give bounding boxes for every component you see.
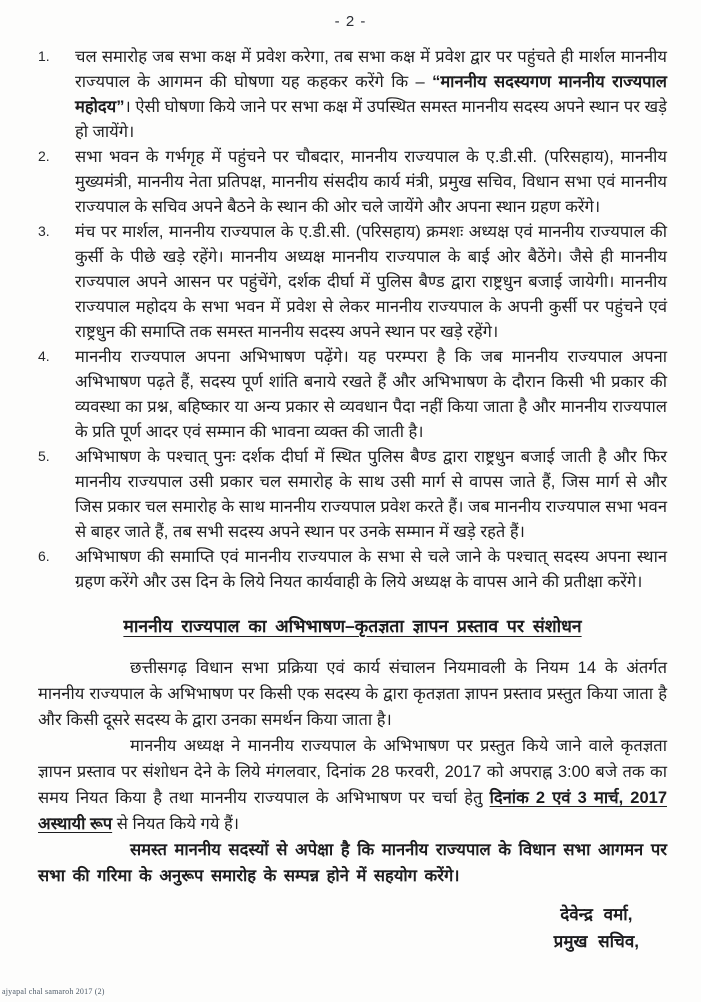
page-number: - 2 - [334, 13, 367, 30]
paragraph-2-text-start: माननीय अध्यक्ष ने माननीय राज्यपाल के अभिभाषण पर प्रस्तुत किये जाने वाले कृतज्ञता ज्ञापन प्रस्ताव पर संशोधन देने के लिये मंगलवार, दिनांक 28 फरवरी, 2017 को अपराह्न 3:00 बजे तक का समय नियत किया है तथा माननीय राज्यपाल के अभिभाषण पर चर्चा हेतु [38, 737, 667, 807]
signature-name: देवेन्द्र वर्मा, [560, 905, 633, 924]
item-1-text [75, 45, 667, 145]
list-item-5 [38, 445, 667, 545]
list-item-2 [38, 145, 667, 220]
document-content [38, 45, 667, 955]
item-3-text: मंच पर मार्शल, माननीय राज्यपाल के ए.डी.सी. (परिसहाय) क्रमशः अध्यक्ष एवं माननीय राज्यपाल की कुर्सी के पीछे खड़े रहेंगे। माननीय अध्यक्ष माननीय राज्यपाल के बाई ओर बैठेंगे। जैसे ही माननीय राज्यपाल अपने आसन पर पहुंचेंगे, दर्शक दीर्घा में पुलिस बैण्ड द्वारा राष्ट्रधुन बजाई जायेगी। माननीय राज्यपाल महोदय के सभा भवन में प्रवेश से लेकर माननीय राज्यपाल के अपनी कुर्सी पर पहुंचने एवं राष्ट्रधुन की समाप्ति तक समस्त माननीय सदस्य अपने स्थान पर खड़े रहेंगे। [75, 223, 667, 341]
item-5-number: 5. [38, 448, 50, 464]
item-3-number: 3. [38, 223, 50, 239]
section-heading: माननीय राज्यपाल का अभिभाषण–कृतज्ञता ज्ञापन प्रस्ताव पर संशोधन [123, 616, 582, 636]
item-5-text: अभिभाषण के पश्चात् पुनः दर्शक दीर्घा में स्थित पुलिस बैण्ड द्वारा राष्ट्रधुन बजाई जाती है और फिर माननीय राज्यपाल उसी प्रकार चल समारोह के साथ उसी मार्ग से वापस जाते हैं, जिस मार्ग से और जिस प्रकार चल समारोह के साथ माननीय राज्यपाल प्रवेश करते हैं। जब माननीय राज्यपाल सभा भवन से बाहर जाते हैं, तब सभी सदस्य अपने स्थान पर उनके सम्मान में खड़े रहते हैं। [75, 448, 667, 541]
item-6-number: 6. [38, 548, 50, 564]
list-item-1 [38, 45, 667, 145]
section-paragraph-2 [38, 733, 667, 837]
item-4-text: माननीय राज्यपाल अपना अभिभाषण पढ़ेंगे। यह परम्परा है कि जब माननीय राज्यपाल अपना अभिभाषण पढ़ते हैं, सदस्य पूर्ण शांति बनाये रखते हैं और अभिभाषण के दौरान किसी भी प्रकार की व्यवस्था का प्रश्न, बहिष्कार या अन्य प्रकार से व्यवधान पैदा नहीं किया जाता है और माननीय राज्यपाल के प्रति पूर्ण आदर एवं सम्मान की भावना व्यक्त की जाती है। [75, 348, 667, 441]
item-1-number: 1. [38, 48, 50, 64]
item-1-text-end: । ऐसी घोषणा किये जाने पर सभा कक्ष में उपस्थित समस्त माननीय सदस्य अपने स्थान पर खड़े हो जायेंगे। [75, 98, 667, 141]
section-paragraph-1: छत्तीसगढ़ विधान सभा प्रक्रिया एवं कार्य संचालन नियमावली के नियम 14 के अंतर्गत माननीय राज्यपाल के अभिभाषण पर किसी एक सदस्य के द्वारा कृतज्ञता ज्ञापन प्रस्ताव प्रस्तुत किया जाता है और किसी दूसरे सदस्य के द्वारा उनका समर्थन किया जाता है। [38, 659, 667, 729]
signature-title: प्रमुख सचिव, [553, 932, 639, 951]
paragraph-2-text-end: से नियत किये गये हैं। [112, 815, 240, 833]
item-1-text-start: चल समारोह जब सभा कक्ष में प्रवेश करेगा, तब सभा कक्ष में प्रवेश द्वार पर पहुंचते ही मार्शल माननीय राज्यपाल के आगमन की घोषणा यह कहकर करेंगे कि – [75, 48, 667, 91]
item-2-text: सभा भवन के गर्भगृह में पहुंचने पर चौबदार, माननीय राज्यपाल के ए.डी.सी. (परिसहाय), माननीय मुख्यमंत्री, माननीय नेता प्रतिपक्ष, माननीय संसदीय कार्य मंत्री, प्रमुख सचिव, विधान सभा एवं माननीय राज्यपाल के सचिव अपने बैठने के स्थान की ओर चले जायेंगे और अपना स्थान ग्रहण करेंगे। [75, 148, 667, 216]
item-4-number: 4. [38, 348, 50, 364]
item-2-number: 2. [38, 148, 50, 164]
footer-filename: ajyapal chal samaroh 2017 (2) [2, 987, 105, 996]
signature-block [554, 901, 639, 955]
list-item-3 [38, 220, 667, 345]
section-paragraph-3: समस्त माननीय सदस्यों से अपेक्षा है कि माननीय राज्यपाल के विधान सभा आगमन पर सभा की गरिमा के अनुरूप समारोह के सम्पन्न होने में सहयोग करेंगे। [38, 841, 667, 885]
list-item-6 [38, 545, 667, 595]
paragraph-2-dates-highlight: दिनांक 2 एवं 3 मार्च, 2017 अस्थायी रूप [38, 789, 667, 833]
list-item-4 [38, 345, 667, 445]
item-1-bold-announcement: “माननीय सदस्यगण माननीय राज्यपाल महोदय” [75, 73, 667, 116]
item-6-text: अभिभाषण की समाप्ति एवं माननीय राज्यपाल के सभा से चले जाने के पश्चात् सदस्य अपना स्थान ग्रहण करेंगे और उस दिन के लिये नियत कार्यवाही के लिये अध्यक्ष के वापस आने की प्रतीक्षा करेंगे। [75, 548, 667, 591]
